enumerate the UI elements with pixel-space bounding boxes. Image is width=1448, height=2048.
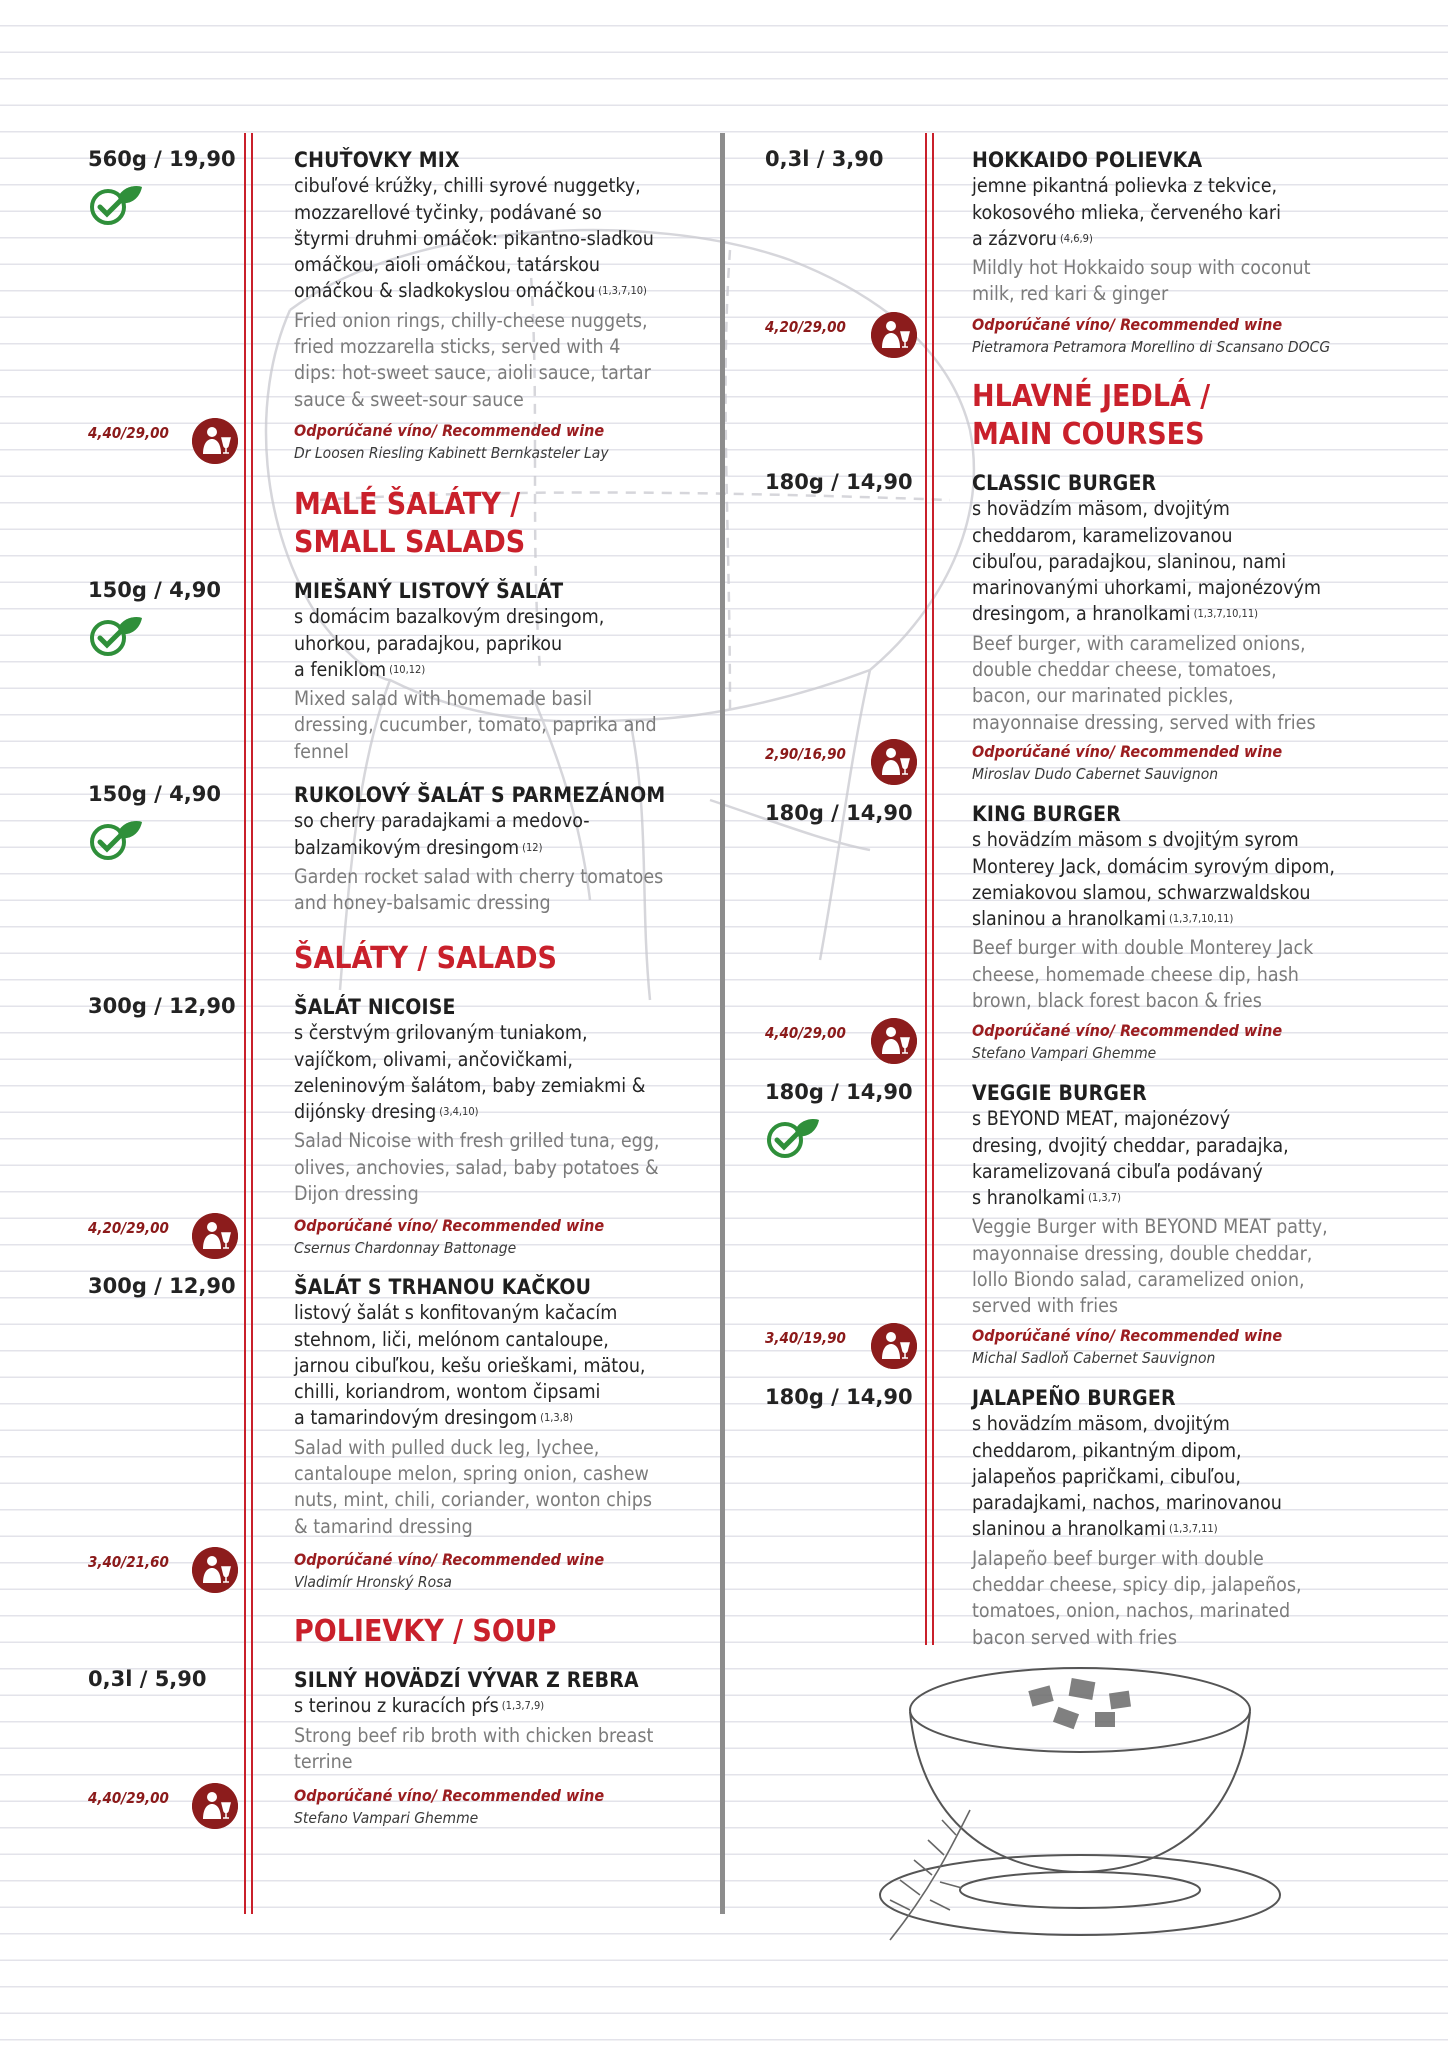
item-price: 150g / 4,90 (88, 578, 221, 602)
item-price: 300g / 12,90 (88, 1274, 236, 1298)
wine-name: Miroslav Dudo Cabernet Sauvignon (972, 765, 1219, 783)
item-price: 180g / 14,90 (765, 1385, 913, 1409)
sommelier-icon (192, 1783, 238, 1829)
item-description-sk: s domácim bazalkovým dresingom, uhorkou, paradajkou, paprikou a feniklom $^{(10,12)}$ (294, 605, 605, 681)
allergens: (1,3,7) (1088, 1191, 1121, 1205)
item-description-sk: s hovädzím mäsom, dvojitým cheddarom, karamelizovanou cibuľou, paradajkou, slaninou, nami marinovanými uhorkami, majonézovým dresingom, a hranolkami $^{(1,3,7,10,11)}$ (972, 497, 1321, 626)
wine-label: Odporúčané víno/ Recommended wine (294, 1216, 605, 1235)
sommelier-icon (192, 1547, 238, 1593)
item-description-en: Beef burger with double Monterey Jack cheese, homemade cheese dip, hash brown, black forest bacon & fries (972, 936, 1314, 1013)
item-description-sk: s terinou z kuracích pŕs $^{(1,3,7,9)}$ (294, 1694, 545, 1718)
item-description-sk: s BEYOND MEAT, majonézový dresing, dvojitý cheddar, paradajka, karamelizovaná cibuľa podávaný s hranolkami $^{(1,3,7)}$ (972, 1107, 1289, 1210)
allergens: (1,3,7,10,11) (1193, 607, 1258, 621)
item-price: 180g / 14,90 (765, 1080, 913, 1104)
sommelier-icon (192, 418, 238, 464)
item-title: CHUŤOVKY MIX (294, 148, 460, 172)
wine-price: 4,40/29,00 (88, 424, 169, 442)
sommelier-icon (871, 1018, 917, 1064)
wine-price: 4,40/29,00 (88, 1789, 169, 1807)
sommelier-icon (871, 1323, 917, 1369)
item-description-sk: cibuľové krúžky, chilli syrové nuggetky, mozzarellové tyčinky, podávané so štyrmi druhmi omáčok: pikantno-sladkou omáčkou, aioli omáčkou, tatárskou omáčkou & sladkokyslou omáčkou $^{(1,3,7,10)}$ (294, 174, 654, 303)
wine-name: Dr Loosen Riesling Kabinett Bernkasteler Lay (294, 444, 609, 462)
allergens: (1,3,7,9) (501, 1699, 545, 1713)
allergens: (1,3,7,11) (1168, 1522, 1218, 1536)
item-price: 300g / 12,90 (88, 994, 236, 1018)
item-description-sk: s hovädzím mäsom, dvojitým cheddarom, pikantným dipom, jalapeňos papričkami, cibuľou, paradajkami, nachos, marinovanou slaninou a hranolkami $^{(1,3,7,11)}$ (972, 1412, 1282, 1541)
wine-name: Stefano Vampari Ghemme (294, 1809, 479, 1827)
leaf-check-icon (88, 614, 144, 658)
sommelier-icon (192, 1213, 238, 1259)
wine-price: 4,20/29,00 (765, 318, 846, 336)
sommelier-icon (871, 739, 917, 785)
wine-price: 2,90/16,90 (765, 745, 846, 763)
leaf-check-icon (88, 183, 144, 227)
item-title: HOKKAIDO POLIEVKA (972, 148, 1203, 172)
item-title: RUKOLOVÝ ŠALÁT S PARMEZÁNOM (294, 783, 666, 807)
wine-name: Michal Sadloň Cabernet Sauvignon (972, 1349, 1216, 1367)
item-description-sk: s čerstvým grilovaným tuniakom, vajíčkom, olivami, ančovičkami, zeleninovým šalátom, baby zemiakmi & dijónsky dresing $^{(3,4,10)}$ (294, 1021, 646, 1124)
item-description-sk: jemne pikantná polievka z tekvice, kokosového mlieka, červeného kari a zázvoru $^{(4,6,9)}$ (972, 174, 1282, 250)
item-title: MIEŠANÝ LISTOVÝ ŠALÁT (294, 579, 564, 603)
item-description-en: Veggie Burger with BEYOND MEAT patty, mayonnaise dressing, double cheddar, lollo Biondo salad, caramelized onion, served with fries (972, 1215, 1328, 1318)
item-description-sk: so cherry paradajkami a medovo- balzamikovým dresingom $^{(12)}$ (294, 809, 590, 859)
item-description-en: Garden rocket salad with cherry tomatoes and honey-balsamic dressing (294, 864, 664, 915)
item-description-en: Mixed salad with homemade basil dressing, cucumber, tomato, paprika and fennel (294, 687, 657, 763)
wine-price: 3,40/21,60 (88, 1553, 169, 1571)
allergens: (12) (522, 840, 543, 854)
wine-label: Odporúčané víno/ Recommended wine (972, 315, 1283, 334)
wine-price: 4,20/29,00 (88, 1219, 169, 1237)
item-price: 0,3l / 5,90 (88, 1667, 207, 1691)
sommelier-icon (871, 312, 917, 358)
item-price: 180g / 14,90 (765, 801, 913, 825)
item-description-sk: s hovädzím mäsom s dvojitým syrom Monterey Jack, domácim syrovým dipom, zemiakovou slamou, schwarzwaldskou slaninou a hranolkami $^{(1,3,7,10,11)}$ (972, 828, 1335, 931)
item-description-sk: listový šalát s konfitovaným kačacím stehnom, liči, melónom cantaloupe, jarnou cibuľkou, kešu orieškami, mätou, chilli, koriandrom, wontom čipsami a tamarindovým dresingom $^{(1,3,8)}$ (294, 1301, 646, 1430)
right-column (765, 0, 1385, 2048)
allergens: (1,3,8) (540, 1411, 573, 1425)
wine-name: Stefano Vampari Ghemme (972, 1044, 1157, 1062)
item-description-en: Salad Nicoise with fresh grilled tuna, egg, olives, anchovies, salad, baby potatoes & Dijon dressing (294, 1129, 660, 1206)
item-price: 560g / 19,90 (88, 147, 236, 171)
item-description-en: Mildly hot Hokkaido soup with coconut milk, red kari & ginger (972, 256, 1311, 306)
item-price: 180g / 14,90 (765, 470, 913, 494)
leaf-check-icon (88, 818, 144, 862)
item-title: CLASSIC BURGER (972, 471, 1157, 495)
section-title: POLIEVKY / SOUP (294, 1614, 557, 1649)
item-price: 150g / 4,90 (88, 782, 221, 806)
wine-label: Odporúčané víno/ Recommended wine (294, 1786, 605, 1805)
item-title: KING BURGER (972, 802, 1122, 826)
item-description-en: Beef burger, with caramelized onions, double cheddar cheese, tomatoes, bacon, our marinated pickles, mayonnaise dressing, served with fries (972, 631, 1316, 734)
wine-price: 4,40/29,00 (765, 1024, 846, 1042)
left-column (88, 0, 708, 2048)
item-title: ŠALÁT S TRHANOU KAČKOU (294, 1275, 592, 1299)
item-title: ŠALÁT NICOISE (294, 995, 456, 1019)
section-title: HLAVNÉ JEDLÁ / MAIN COURSES (972, 379, 1211, 452)
allergens: (3,4,10) (439, 1105, 479, 1119)
item-title: SILNÝ HOVÄDZÍ VÝVAR Z REBRA (294, 1668, 639, 1692)
wine-name: Csernus Chardonnay Battonage (294, 1239, 517, 1257)
wine-label: Odporúčané víno/ Recommended wine (972, 1021, 1283, 1040)
allergens: (10,12) (389, 662, 426, 676)
wine-price: 3,40/19,90 (765, 1329, 846, 1347)
item-description-en: Fried onion rings, chilly-cheese nuggets, fried mozzarella sticks, served with 4 dips: hot-sweet sauce, aioli sauce, tartar sauce & sweet-sour sauce (294, 308, 651, 411)
item-description-en: Salad with pulled duck leg, lychee, cantaloupe melon, spring onion, cashew nuts, mint, chili, coriander, wonton chips & tamarind dressing (294, 1435, 653, 1538)
wine-label: Odporúčané víno/ Recommended wine (294, 421, 605, 440)
section-title: MALÉ ŠALÁTY / SMALL SALADS (294, 487, 526, 560)
item-description-en: Strong beef rib broth with chicken breast terrine (294, 1723, 654, 1773)
wine-label: Odporúčané víno/ Recommended wine (972, 1326, 1283, 1345)
item-price: 0,3l / 3,90 (765, 147, 884, 171)
allergens: (1,3,7,10) (598, 284, 647, 298)
item-description-en: Jalapeño beef burger with double cheddar cheese, spicy dip, jalapeños, tomatoes, onion, nachos, marinated bacon served with fries (972, 1546, 1302, 1649)
wine-name: Pietramora Petramora Morellino di Scansano DOCG (972, 338, 1331, 356)
item-title: VEGGIE BURGER (972, 1081, 1147, 1105)
item-title: JALAPEÑO BURGER (972, 1386, 1176, 1410)
wine-label: Odporúčané víno/ Recommended wine (972, 742, 1283, 761)
wine-name: Vladimír Hronský Rosa (294, 1573, 452, 1591)
allergens: (1,3,7,10,11) (1168, 912, 1234, 926)
allergens: (4,6,9) (1059, 231, 1093, 245)
section-title: ŠALÁTY / SALADS (294, 941, 557, 976)
center-divider (720, 133, 725, 1914)
leaf-check-icon (765, 1116, 821, 1160)
wine-label: Odporúčané víno/ Recommended wine (294, 1550, 605, 1569)
